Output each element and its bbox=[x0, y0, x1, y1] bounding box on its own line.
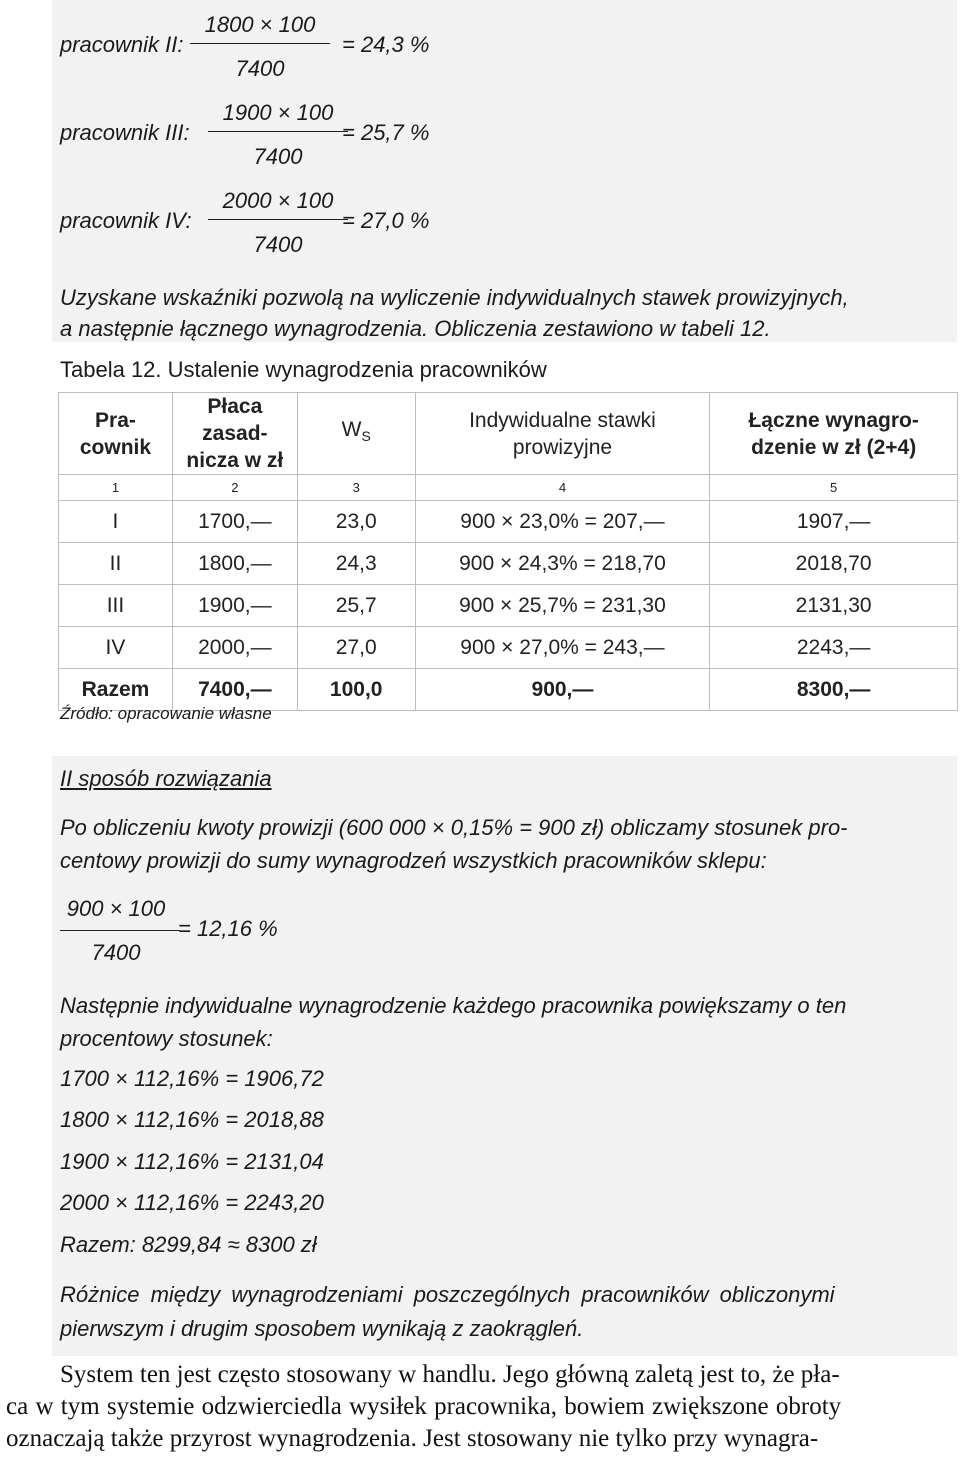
column-number: 5 bbox=[710, 475, 958, 501]
fraction-numerator: 1900 × 100 bbox=[222, 100, 334, 125]
table-row bbox=[59, 501, 958, 543]
table-source: Źródło: opracowanie własne bbox=[60, 704, 272, 723]
calc-line: 1800 × 112,16% = 2018,88 bbox=[60, 1107, 324, 1132]
fraction-result: = 12,16 % bbox=[178, 916, 278, 941]
column-number: 3 bbox=[297, 475, 415, 501]
fraction-result: = 24,3 % bbox=[342, 32, 430, 57]
table-cell: 900 × 23,0% = 207,— bbox=[415, 501, 710, 543]
header-base-salary: Płaca zasad- nicza w zł bbox=[172, 393, 297, 475]
table-header-row bbox=[59, 393, 958, 475]
fraction-label: pracownik III: bbox=[60, 120, 190, 145]
column-number: 4 bbox=[415, 475, 710, 501]
table-cell: 900 × 25,7% = 231,30 bbox=[415, 585, 710, 627]
next-paragraph-line-2: procentowy stosunek: bbox=[60, 1026, 273, 1051]
table-row bbox=[59, 627, 958, 669]
table-cell: 2131,30 bbox=[710, 585, 958, 627]
fraction-result: = 25,7 % bbox=[342, 120, 430, 145]
fraction-bar bbox=[208, 131, 348, 132]
column-number: 2 bbox=[172, 475, 297, 501]
section-paragraph-line-1: Po obliczeniu kwoty prowizji (600 000 × 0,15% = 900 zł) obliczamy stosunek pro- bbox=[60, 815, 848, 840]
salary-table bbox=[58, 392, 958, 711]
calc-line: 2000 × 112,16% = 2243,20 bbox=[60, 1190, 324, 1215]
table-row bbox=[59, 543, 958, 585]
table-cell: 2018,70 bbox=[710, 543, 958, 585]
table-cell: 900 × 24,3% = 218,70 bbox=[415, 543, 710, 585]
fraction-denominator: 7400 bbox=[91, 940, 141, 965]
table-cell: 2243,— bbox=[710, 627, 958, 669]
table-cell: 1907,— bbox=[710, 501, 958, 543]
section-paragraph-line-2: centowy prowizji do sumy wynagrodzeń wszystkich pracowników sklepu: bbox=[60, 848, 767, 873]
table-caption: Tabela 12. Ustalenie wynagrodzenia pracowników bbox=[60, 357, 547, 382]
table-cell: 1900,— bbox=[172, 585, 297, 627]
table-cell: 24,3 bbox=[297, 543, 415, 585]
fraction-label: pracownik IV: bbox=[60, 208, 192, 233]
difference-line-2: pierwszym i drugim sposobem wynikają z zaokrągleń. bbox=[60, 1316, 584, 1341]
closing-line-3: oznaczają także przyrost wynagrodzenia. Jest stosowany nie tylko przy wynagra- bbox=[6, 1425, 819, 1452]
fraction-result: = 27,0 % bbox=[342, 208, 430, 233]
calc-line: 1900 × 112,16% = 2131,04 bbox=[60, 1149, 324, 1174]
header-ws: $W_S$ bbox=[297, 393, 415, 475]
column-number-row bbox=[59, 475, 958, 501]
fraction-bar bbox=[60, 930, 180, 931]
header-employee: Pra- cownik bbox=[59, 393, 173, 475]
column-number: 1 bbox=[59, 475, 173, 501]
next-paragraph-line-1: Następnie indywidualne wynagrodzenie każdego pracownika powiększamy o ten bbox=[60, 993, 847, 1018]
closing-line-1: System ten jest często stosowany w handlu. Jego główną zaletą jest to, że pła- bbox=[60, 1361, 840, 1388]
table-row bbox=[59, 585, 958, 627]
table-cell: 900,— bbox=[415, 669, 710, 711]
calc-total-line: Razem: 8299,84 ≈ 8300 zł bbox=[60, 1232, 317, 1257]
fraction-denominator: 7400 bbox=[253, 232, 303, 257]
table-cell: 1700,— bbox=[172, 501, 297, 543]
difference-line-1: Różnice między wynagrodzeniami poszczególnych pracowników obliczonymi bbox=[60, 1282, 835, 1307]
fraction-bar bbox=[208, 219, 348, 220]
calc-line: 1700 × 112,16% = 1906,72 bbox=[60, 1066, 324, 1091]
fraction-denominator: 7400 bbox=[235, 56, 285, 81]
table-cell: II bbox=[59, 543, 173, 585]
table-cell: 7400,— bbox=[172, 669, 297, 711]
table-cell: IV bbox=[59, 627, 173, 669]
intro-line-2: a następnie łącznego wynagrodzenia. Obliczenia zestawiono w tabeli 12. bbox=[60, 316, 771, 341]
table-cell: 8300,— bbox=[710, 669, 958, 711]
table-cell: III bbox=[59, 585, 173, 627]
closing-line-2: ca w tym systemie odzwierciedla wysiłek pracownika, bowiem zwiększone obroty bbox=[6, 1393, 842, 1420]
header-commission-rate: Indywidualne stawki prowizyjne bbox=[415, 393, 710, 475]
fraction-numerator: 1800 × 100 bbox=[204, 12, 316, 37]
fraction-label: pracownik II: bbox=[60, 32, 184, 57]
table-cell: 900 × 27,0% = 243,— bbox=[415, 627, 710, 669]
fraction-numerator: 900 × 100 bbox=[66, 896, 166, 921]
intro-line-1: Uzyskane wskaźniki pozwolą na wyliczenie indywidualnych stawek prowizyjnych, bbox=[60, 285, 849, 310]
table-cell: 100,0 bbox=[297, 669, 415, 711]
header-total-salary: Łączne wynagro- dzenie w zł (2+4) bbox=[710, 393, 958, 475]
table-cell: I bbox=[59, 501, 173, 543]
fraction-bar bbox=[190, 43, 330, 44]
table-cell: 25,7 bbox=[297, 585, 415, 627]
fraction-denominator: 7400 bbox=[253, 144, 303, 169]
table-cell: Razem bbox=[59, 669, 173, 711]
table-cell: 2000,— bbox=[172, 627, 297, 669]
section-heading: II sposób rozwiązania bbox=[60, 766, 272, 791]
table-cell: 27,0 bbox=[297, 627, 415, 669]
table-cell: 23,0 bbox=[297, 501, 415, 543]
table-cell: 1800,— bbox=[172, 543, 297, 585]
fraction-numerator: 2000 × 100 bbox=[222, 188, 334, 213]
